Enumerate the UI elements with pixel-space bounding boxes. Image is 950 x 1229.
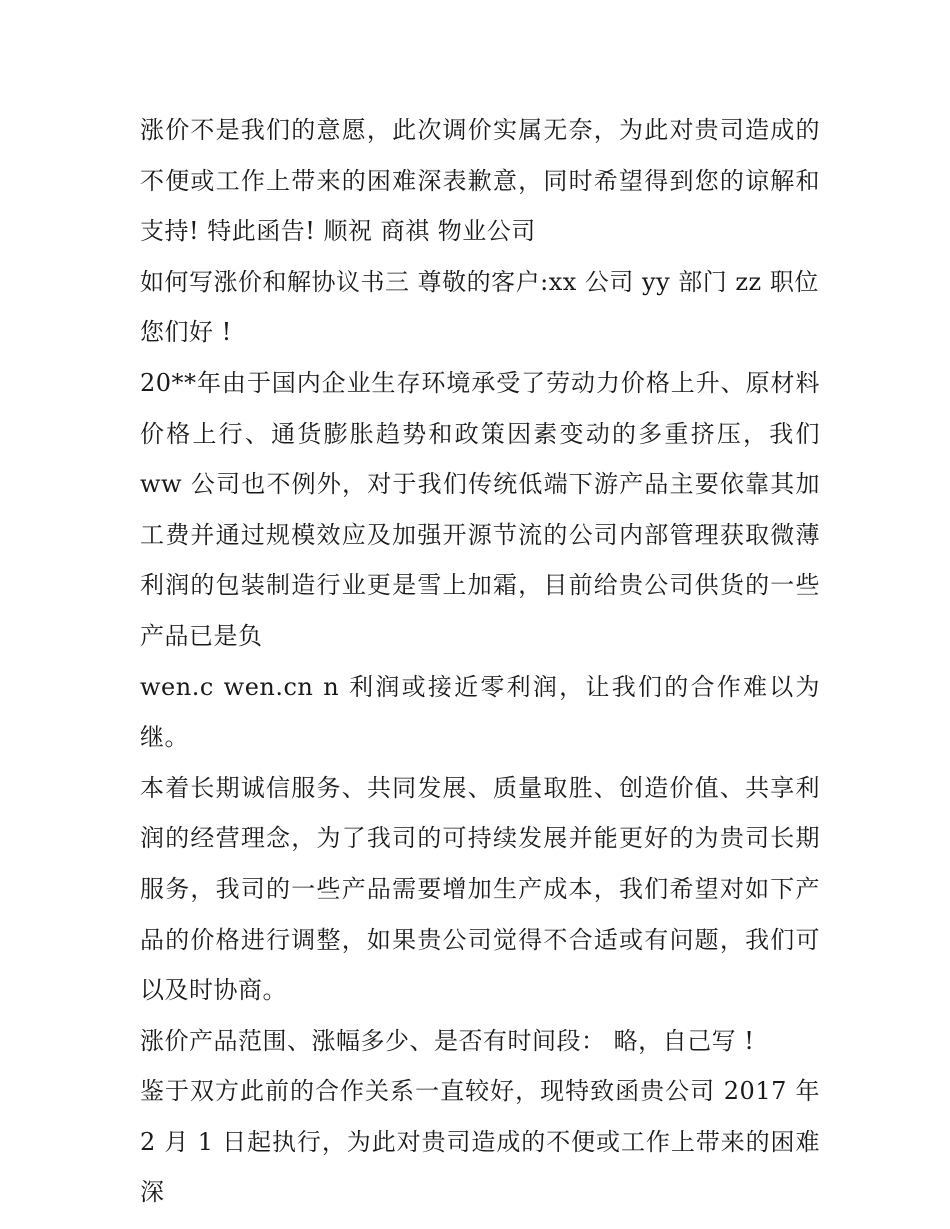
paragraph-title-salutation: 如何写涨价和解协议书三 尊敬的客户:xx 公司 yy 部门 zz 职位 bbox=[140, 267, 819, 296]
paragraph-background: 20**年由于国内企业生存环境承受了劳动力价格上升、原材料价格上行、通货膨胀趋势和政策因素变动的多重挤压，我们 ww 公司也不例外，对于我们传统低端下游产品主要依靠其加工费并通过规模效应及加强开源节流的公司内部管理获取微薄利润的包装制造行业更是雪上加霜，目前给贵公司供货的一些产品已是负 bbox=[140, 368, 820, 650]
paragraph-profit: wen.c wen.cn n 利润或接近零利润，让我们的合作难以为继。 bbox=[140, 672, 820, 752]
paragraph-effective-date: 鉴于双方此前的合作关系一直较好，现特致函贵公司 2017 年 2 月 1 日起执行，为此对贵司造成的不便或工作上带来的困难深 bbox=[140, 1077, 820, 1207]
document-body bbox=[140, 105, 820, 1218]
paragraph-apology: 涨价不是我们的意愿，此次调价实属无奈，为此对贵司造成的不便或工作上带来的困难深表歉意，同时希望得到您的谅解和支持! 特此函告! 顺祝 商祺 物业公司 bbox=[140, 116, 820, 246]
paragraph-adjustment: 本着长期诚信服务、共同发展、质量取胜、创造价值、共享利润的经营理念，为了我司的可持续发展并能更好的为贵司长期服务，我司的一些产品需要增加生产成本，我们希望对如下产品的价格进行调整，如果贵公司觉得不合适或有问题，我们可以及时协商。 bbox=[140, 773, 820, 1005]
paragraph-greeting: 您们好 ! bbox=[140, 318, 232, 347]
paragraph-scope: 涨价产品范围、涨幅多少、是否有时间段： 略，自己写 ! bbox=[140, 1026, 755, 1055]
